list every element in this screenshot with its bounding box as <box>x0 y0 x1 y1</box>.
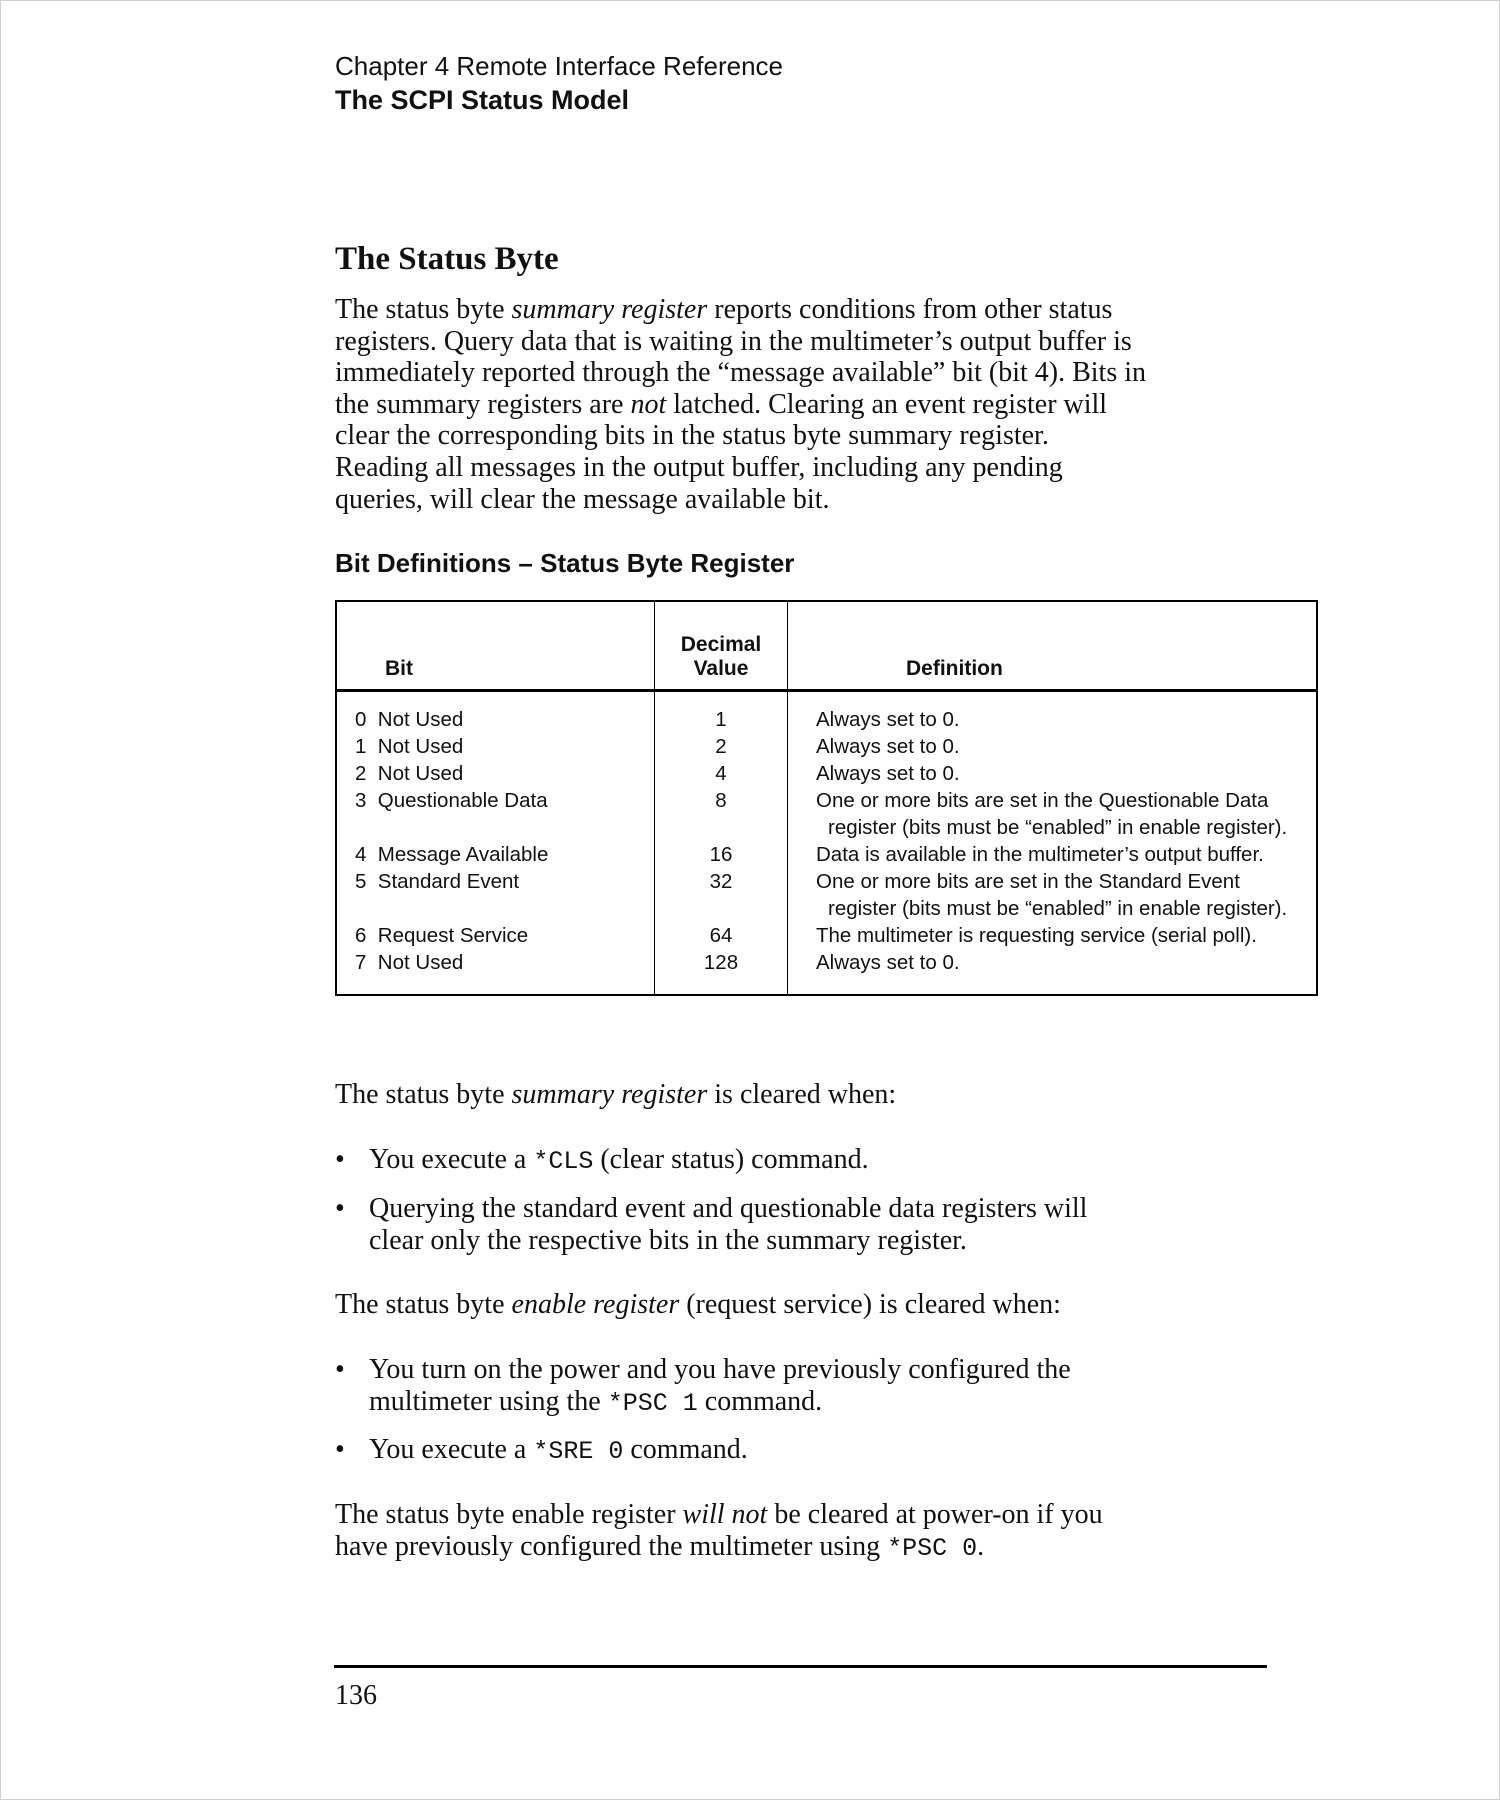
text-line <box>335 294 1146 326</box>
intro-paragraph <box>335 294 1146 515</box>
emphasis: enable register <box>511 1289 680 1320</box>
text-line <box>335 1289 1061 1321</box>
definition-cell: Always set to 0. <box>816 951 960 974</box>
header-decimal-value <box>655 601 788 691</box>
command-code: *PSC 1 <box>607 1388 698 1418</box>
bit-column <box>336 691 655 996</box>
decimal-value-cell: 128 <box>703 951 739 974</box>
decimal-value-cell: 32 <box>709 870 733 893</box>
bit-cell: 3 Questionable Data <box>355 789 548 812</box>
text-run: Querying the standard event and questionable data registers will <box>369 1193 1088 1224</box>
command-code: *CLS <box>533 1147 594 1176</box>
text-run: You execute a <box>369 1144 534 1175</box>
bit-definitions-table <box>335 600 1318 996</box>
text-run: You turn on the power and you have previously configured the <box>369 1354 1071 1385</box>
final-paragraph <box>335 1499 1103 1564</box>
text-line <box>335 452 1146 484</box>
text-run: registers. Query data that is waiting in the multimeter’s output buffer is <box>335 325 1132 357</box>
header-decimal: Decimal <box>680 633 762 656</box>
table-title: Bit Definitions – Status Byte Register <box>335 548 795 578</box>
enable-cleared-paragraph <box>335 1289 1061 1321</box>
footer-rule <box>334 1665 1267 1668</box>
decimal-value-cell: 2 <box>715 735 727 758</box>
bullet-text <box>369 1354 1071 1419</box>
text-run: command. <box>623 1434 748 1465</box>
emphasis: not <box>630 388 667 420</box>
command-code: *PSC 0 <box>887 1533 978 1563</box>
text-run: Reading all messages in the output buffer, including any pending <box>335 451 1063 483</box>
bit-cell: 7 Not Used <box>355 951 464 974</box>
definition-cell: register (bits must be “enabled” in enable register). <box>828 816 1288 839</box>
text-line <box>335 1531 1103 1565</box>
text-line <box>369 1193 1087 1225</box>
emphasis: summary register <box>511 1079 708 1110</box>
text-run: . <box>977 1530 985 1562</box>
bit-cell: 4 Message Available <box>355 843 549 866</box>
decimal-value-cell: 1 <box>715 708 727 731</box>
definition-cell: The multimeter is requesting service (serial poll). <box>816 924 1257 947</box>
command-code: *SRE 0 <box>533 1437 624 1466</box>
spacer <box>655 895 787 922</box>
text-run: (request service) is cleared when: <box>679 1289 1061 1320</box>
chapter-header: Chapter 4 Remote Interface Reference <box>335 51 784 81</box>
bit-cell: 0 Not Used <box>355 708 464 731</box>
header-bit: Bit <box>336 601 655 691</box>
text-run: clear only the respective bits in the summary register. <box>369 1224 967 1256</box>
bit-cell: 6 Request Service <box>355 924 529 947</box>
text-run: The status byte enable register <box>335 1499 683 1530</box>
emphasis: will not <box>682 1499 768 1530</box>
bullet-icon: • <box>335 1193 345 1224</box>
text-line <box>335 420 1146 452</box>
value-column <box>655 691 788 996</box>
text-line <box>335 326 1146 358</box>
text-run: reports conditions from other status <box>707 294 1113 325</box>
text-run: have previously configured the multimeter using <box>335 1530 888 1562</box>
text-run: You execute a <box>369 1434 534 1465</box>
bullet-icon: • <box>335 1144 345 1175</box>
text-run: queries, will clear the message available bit. <box>335 483 830 515</box>
text-run: immediately reported through the “message available” bit (bit 4). Bits in <box>335 357 1146 389</box>
spacer <box>355 895 654 922</box>
summary-cleared-paragraph <box>335 1079 896 1111</box>
definition-cell: Always set to 0. <box>816 708 960 731</box>
decimal-value-cell: 64 <box>709 924 733 947</box>
text-run: be cleared at power-on if you <box>767 1499 1103 1530</box>
text-run: The status byte <box>335 294 512 325</box>
text-line <box>369 1434 748 1468</box>
text-line <box>335 1499 1103 1531</box>
definition-cell: One or more bits are set in the Standard Event <box>816 870 1240 893</box>
bullet-icon: • <box>335 1434 345 1465</box>
header-value: Value <box>693 657 749 680</box>
bit-cell: 1 Not Used <box>355 735 464 758</box>
text-line <box>335 1079 896 1111</box>
definition-cell: register (bits must be “enabled” in enable register). <box>828 897 1288 920</box>
bit-cell: 2 Not Used <box>355 762 464 785</box>
decimal-value-cell: 16 <box>709 843 733 866</box>
text-run: clear the corresponding bits in the status byte summary register. <box>335 420 1049 452</box>
section-header: The SCPI Status Model <box>335 85 630 115</box>
table-body <box>336 691 1317 996</box>
text-run: multimeter using the <box>369 1385 608 1417</box>
decimal-value-cell: 8 <box>715 789 727 812</box>
definition-cell: Always set to 0. <box>816 762 960 785</box>
page-heading: The Status Byte <box>335 241 559 277</box>
table-header-row <box>336 601 1317 691</box>
decimal-value-cell: 4 <box>715 762 727 785</box>
text-line <box>335 357 1146 389</box>
bit-cell: 5 Standard Event <box>355 870 520 893</box>
definition-column <box>788 691 1318 996</box>
definition-cell: One or more bits are set in the Questionable Data <box>816 789 1269 812</box>
page-number: 136 <box>335 1680 377 1711</box>
definition-cell: Always set to 0. <box>816 735 960 758</box>
text-run: command. <box>697 1385 823 1417</box>
header-definition: Definition <box>788 601 1318 691</box>
bullet-text <box>369 1434 748 1468</box>
bullet-text <box>369 1193 1087 1256</box>
text-line <box>369 1354 1071 1386</box>
text-line <box>335 389 1146 421</box>
text-run: The status byte <box>335 1289 512 1320</box>
text-line <box>335 484 1146 516</box>
bullet-icon: • <box>335 1354 345 1385</box>
text-line <box>369 1386 1071 1420</box>
text-line <box>369 1225 1087 1257</box>
emphasis: summary register <box>511 294 708 325</box>
text-run: (clear status) command. <box>593 1144 869 1175</box>
text-run: the summary registers are <box>335 388 631 420</box>
text-run: is cleared when: <box>707 1079 897 1110</box>
bullet-text <box>369 1144 869 1178</box>
definition-cell: Data is available in the multimeter’s output buffer. <box>816 843 1264 866</box>
text-line <box>369 1144 869 1178</box>
text-run: latched. Clearing an event register will <box>666 388 1108 420</box>
spacer <box>655 814 787 841</box>
text-run: The status byte <box>335 1079 512 1110</box>
spacer <box>355 814 654 841</box>
